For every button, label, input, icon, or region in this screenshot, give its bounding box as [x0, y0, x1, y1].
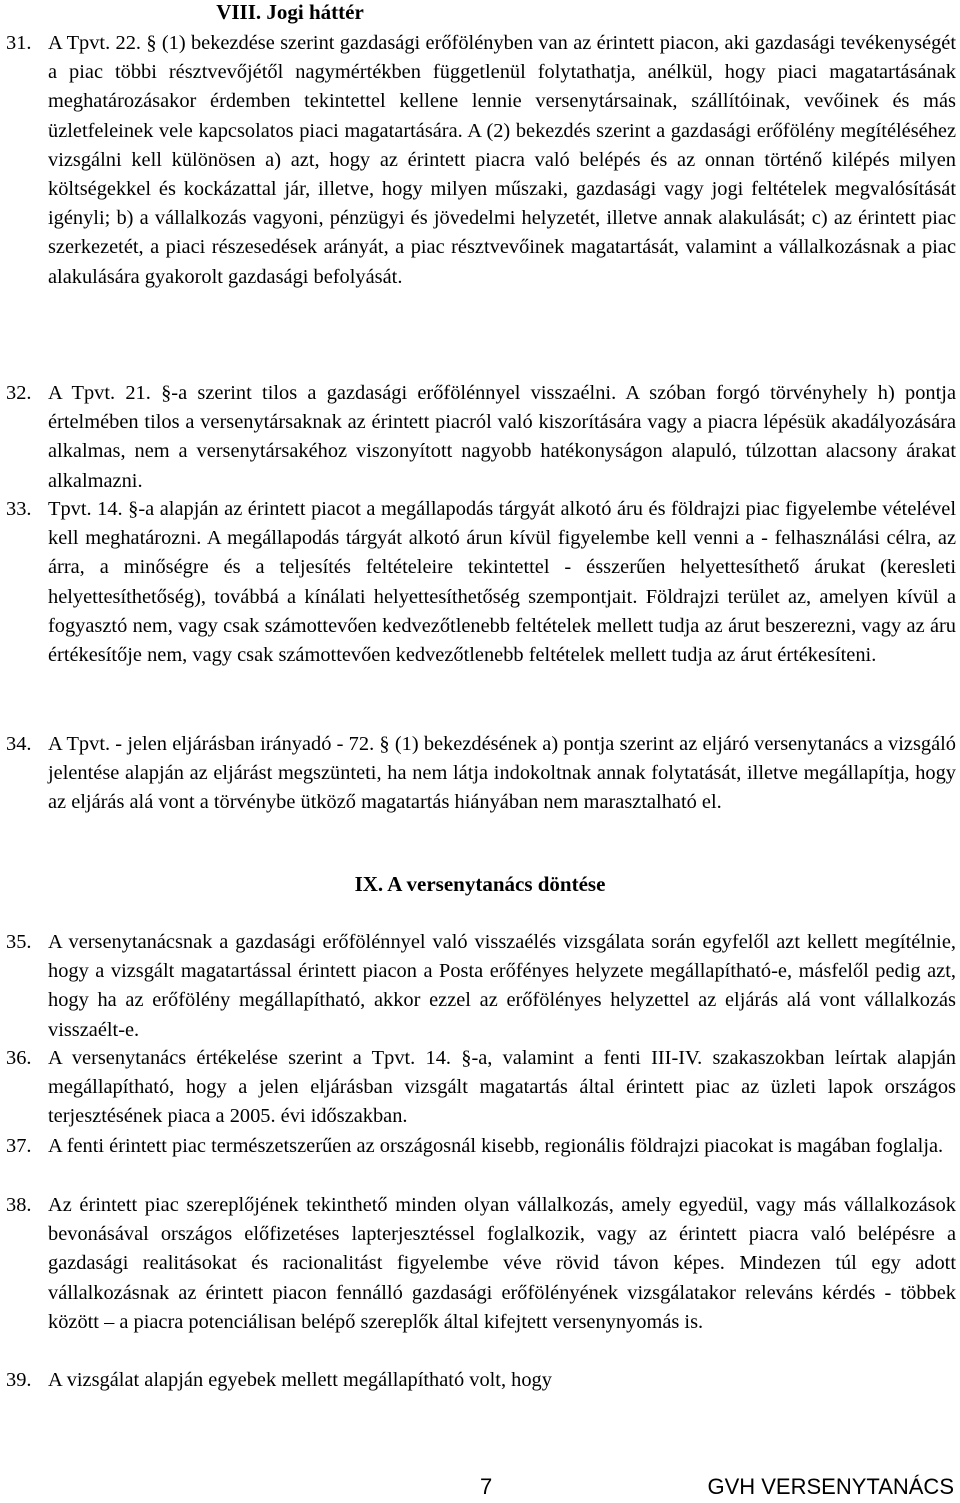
paragraph-number: 37.	[6, 1135, 32, 1157]
paragraph-number: 32.	[6, 382, 32, 404]
paragraph-39: A vizsgálat alapján egyebek mellett megállapítható volt, hogy	[48, 1369, 552, 1391]
paragraph-33: Tpvt. 14. §-a alapján az érintett piacot a megállapodás tárgyát alkotó áru és földrajzi piac figyelembe vételével kell meghatározni. A megállapodás tárgyát alkotó árun kívül figyelembe kell venni a - felhasználási célra, az árra, a minőségre és a teljesítés feltételeire tekintettel - ésszerűen helyettesíthető árukat (keresleti helyettesíthetőség), továbbá a kínálati helyettesíthetőség szempontjait. Földrajzi terület az, amelyen kívül a fogyasztó nem, vagy csak számottevően kedvezőtlenebb feltételek mellett tudja az árut beszerezni, vagy az áru értékesítője nem, vagy csak számottevően kedvezőtlenebb feltételek mellett tudja az árut értékesíteni.	[48, 498, 956, 667]
paragraph-number: 31.	[6, 32, 32, 54]
paragraph-36: A versenytanács értékelése szerint a Tpvt. 14. §-a, valamint a fenti III-IV. szakaszokban leírtak alapján megállapítható, hogy a jelen eljárásban vizsgált magatartás által érintett piac az üzleti lapok országos terjesztésének piaca a 2005. évi időszakban.	[48, 1047, 956, 1128]
paragraph-number: 39.	[6, 1369, 32, 1391]
paragraph-number: 33.	[6, 498, 32, 520]
footer-organization: GVH VERSENYTANÁCS	[707, 1474, 954, 1499]
paragraph-number: 36.	[6, 1047, 32, 1069]
paragraph-37: A fenti érintett piac természetszerűen az országosnál kisebb, regionális földrajzi piacokat is magában foglalja.	[48, 1135, 944, 1157]
paragraph-number: 34.	[6, 733, 32, 755]
paragraph-38: Az érintett piac szereplőjének tekinthető minden olyan vállalkozás, amely egyedül, vagy más vállalkozások bevonásával országos előfizetéses lapterjesztéssel foglalkozik, vagy az érintett piacra való belépésre a gazdasági realitásokat és racionalitást figyelembe véve rövid távon képes. Mindezen túl egy adott vállalkozásnak az érintett piacon fennálló gazdasági erőfölényének vizsgálatakor releváns kérdés - többek között – a piacra potenciálisan belépő szereplők által kifejtett versenynyomás is.	[48, 1194, 956, 1333]
paragraph-35: A versenytanácsnak a gazdasági erőfölénnyel való visszaélés vizsgálata során egyfelől azt kellett megítélnie, hogy a vizsgált magatartással érintett piacon a Posta erőfényes helyzete megállapítható-e, másfelől pedig azt, hogy ha az erőfölény megállapítható, akkor ezzel az erőfölényes helyzettel az eljárás alá vont vállalkozás visszaélt-e.	[48, 931, 956, 1041]
paragraph-number: 38.	[6, 1194, 32, 1216]
paragraph-31: A Tpvt. 22. § (1) bekezdése szerint gazdasági erőfölényben van az érintett piacon, aki gazdasági tevékenységét a piac többi résztvevőjétől nagymértékben függetlenül folytathatja, anélkül, hogy piaci magatartásának meghatározásakor érdemben tekintettel kellene lennie versenytársainak, szállítóinak, vevőinek és más üzletfeleinek vele kapcsolatos piaci magatartására. A (2) bekezdés szerint a gazdasági erőfölény megítéléséhez vizsgálni kell különösen a) azt, hogy az érintett piacra való belépés és az onnan történő kilépés milyen költségekkel és kockázattal jár, illetve, hogy milyen műszaki, gazdasági vagy jogi feltételek megvalósítását igényli; b) a vállalkozás vagyoni, pénzügyi és jövedelmi helyzetét, illetve annak alakulását; c) az érintett piac szerkezetét, a piaci részesedések arányát, a piac résztvevőinek magatartását, valamint a vállalkozásnak a piac alakulására gyakorolt gazdasági befolyását.	[48, 32, 956, 288]
section-heading-ix: IX. A versenytanács döntése	[354, 872, 606, 896]
page-number: 7	[480, 1474, 493, 1499]
section-heading-viii: VIII. Jogi háttér	[216, 0, 364, 24]
paragraph-32: A Tpvt. 21. §-a szerint tilos a gazdasági erőfölénnyel visszaélni. A szóban forgó törvényhely h) pontja értelmében tilos a versenytársaknak az érintett piacról való kiszorítására vagy a piacra lépésük akadályozására alkalmas, nem a versenytársakéhoz viszonyított nagyobb hatékonyságon alapuló, túlzottan alacsony árakat alkalmazni.	[48, 382, 956, 492]
paragraph-34: A Tpvt. - jelen eljárásban irányadó - 72. § (1) bekezdésének a) pontja szerint az eljáró versenytanács a vizsgáló jelentése alapján az eljárást megszünteti, ha nem látja indokoltnak annak folytatását, illetve megállapítja, hogy az eljárás alá vont a törvénybe ütköző magatartás hiányában nem marasztalható el.	[48, 733, 956, 814]
paragraph-number: 35.	[6, 931, 32, 953]
